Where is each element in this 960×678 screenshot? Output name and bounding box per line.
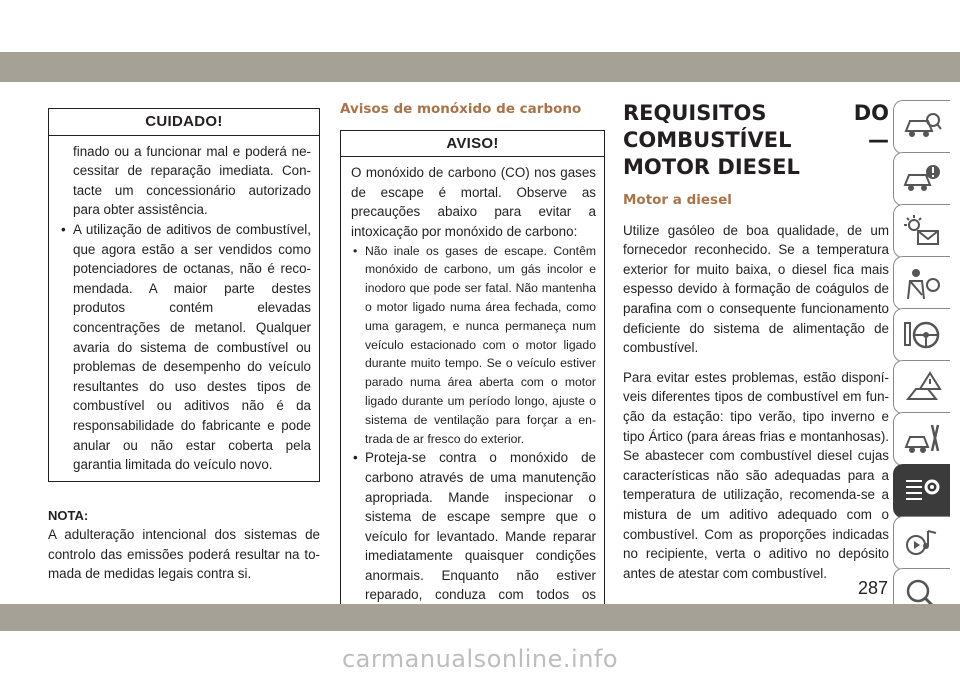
note-text: A adulteração intencional dos sistemas de controlo das emissões poderá resultar na tomada de medidas legais contra si.	[48, 527, 320, 582]
seatbelt-airbag-icon	[902, 265, 942, 301]
dashboard-lights-icon	[902, 213, 942, 249]
steering-wheel-icon	[902, 317, 942, 353]
warning-box	[340, 130, 605, 632]
tab-dashboard-lights[interactable]	[893, 204, 950, 258]
watermark: carmanualsonline.info	[341, 645, 619, 673]
tab-seatbelt-airbag[interactable]	[893, 256, 950, 310]
column-right	[623, 100, 889, 593]
caution-title: CUIDADO!	[49, 109, 319, 136]
page-number: 287	[858, 578, 889, 598]
fuel-paragraph-2: Para evitar estes problemas, estão disponíveis diferentes tipos de combustível em função da estação: tipo verão, tipo inverno e tipo Ártico (para áreas frias e montanhosas). Se abastecer com combustível diesel cujas características não são adequadas para a temperatura de utilização, recomenda-se a mistura de um aditivo adequado com o combustível. Com as proporções indicadas no recipiente, verta o aditivo no depósito antes de atestar com combustível.	[623, 369, 889, 581]
car-tools-icon	[902, 421, 942, 457]
fuel-subheading: Motor a diesel	[623, 192, 732, 208]
tab-specifications[interactable]	[893, 464, 950, 518]
specifications-gear-icon	[902, 473, 942, 509]
co-section-heading: Avisos de monóxido de carbono	[340, 101, 582, 117]
column-middle	[340, 100, 605, 632]
warning-body	[341, 157, 604, 630]
caution-continued-text: finado ou a funcionar mal e poderá necessitar de reparação imediata. Contacte um concessionário autorizado para obter assistência.	[73, 143, 311, 218]
warning-bullet-1: • Não inale os gases de escape. Contêm monóxido de carbono, um gás incolor e inodoro que pode ser fatal. Não mantenha o motor ligado numa área fechada, como uma garagem, e nunca permaneça num veículo estacionado com o motor ligado durante muito tempo. Se o veículo estiver parado numa área aberta com o motor ligado durante um período longo, ajuste o sistema de ventilação para forçar a entrada de ar fresco do exterior.	[351, 242, 596, 449]
car-warning-icon	[902, 161, 942, 197]
tab-car-warning[interactable]	[893, 152, 950, 206]
warning-bullet-2: • Proteja-se contra o monóxido de carbono através de uma manutenção apropriada. Mande inspecionar o sistema de escape sempre que o veículo for levantado. Mande reparar imediatamente quaisquer condições anormais. Enquanto não estiver reparado, conduza com todos os	[351, 448, 596, 624]
caution-body	[49, 136, 319, 481]
top-band	[0, 52, 960, 82]
multimedia-icon	[902, 525, 942, 561]
road-hazard-icon	[902, 369, 942, 405]
tab-car-tools[interactable]	[893, 412, 950, 466]
tab-multimedia[interactable]	[893, 516, 950, 570]
column-left	[48, 108, 320, 584]
top-header	[0, 0, 960, 82]
bottom-band	[0, 604, 960, 631]
warning-intro: O monóxido de carbono (CO) nos gases de escape é mortal. Observe as precauções abaixo para evitar a intoxicação por monóxido de carbono:	[351, 165, 596, 239]
warning-title: AVISO!	[341, 131, 604, 158]
tab-road-hazard[interactable]	[893, 360, 950, 414]
tab-car-search[interactable]	[893, 100, 950, 154]
car-search-icon	[902, 109, 942, 145]
caution-box	[48, 108, 320, 482]
note-title: NOTA:	[48, 507, 89, 523]
fuel-section-heading: REQUISITOS DO COMBUSTÍVEL — MOTOR DIESEL	[623, 101, 889, 179]
fuel-paragraph-1: Utilize gasóleo de boa qualidade, de um fornecedor reconhecido. Se a temperatura exterior for muito baixa, o diesel fica mais espesso devido à formação de coágulos de parafina com o consequente funcionamento deficiente do sistema de alimentação de combustível.	[623, 222, 889, 356]
caution-bullet: • A utilização de aditivos de combustível, que agora estão a ser vendidos como potenciadores de octanas, não é recomendada. A maior parte destes produtos contém elevadas concentrações de metanol. Qualquer avaria do sistema de combustível ou problemas de desempenho do veículo resultantes do uso destes tipos de combustível ou aditivos não é da responsabilidade do fabricante e pode anular ou não estar coberta pela garantia limitada do veículo novo.	[59, 220, 311, 475]
tab-steering-wheel[interactable]	[893, 308, 950, 362]
